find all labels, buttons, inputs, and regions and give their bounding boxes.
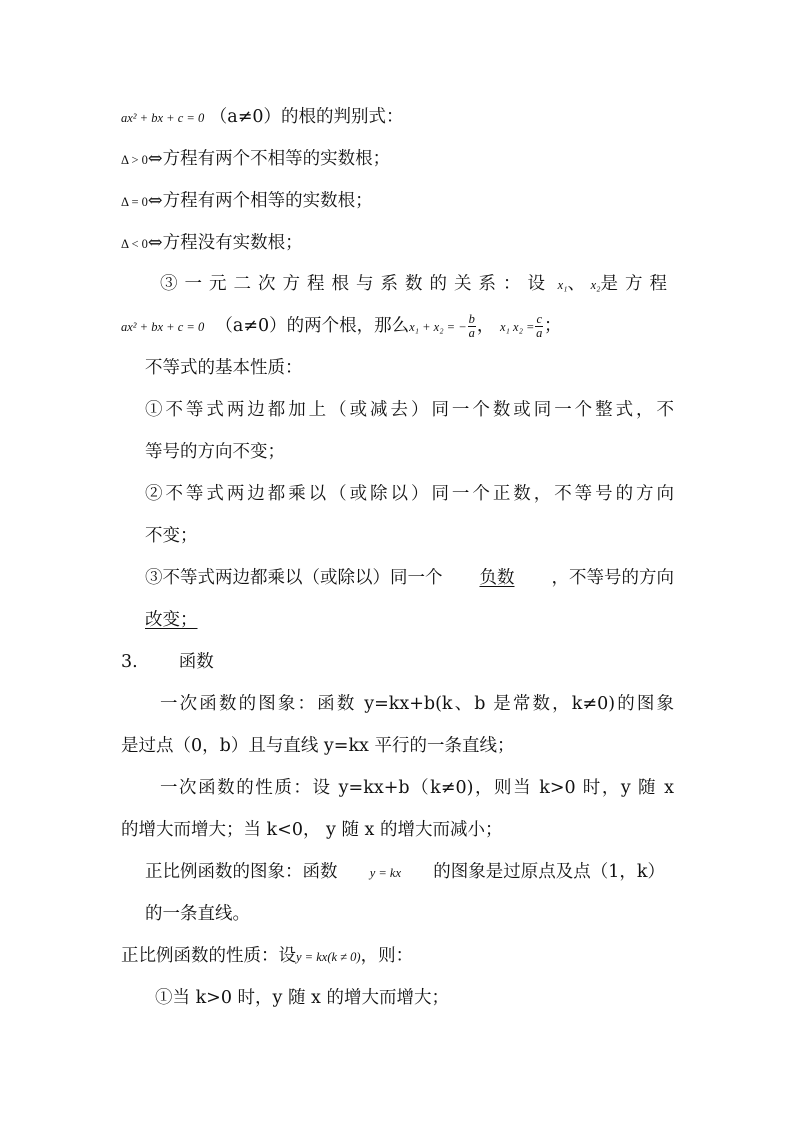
vieta-intro-text: ③一元二次方程根与系数的关系：设 bbox=[160, 274, 552, 294]
proportional-equation: y = kx bbox=[369, 866, 402, 880]
vieta-intro-line bbox=[160, 272, 674, 297]
inequality-rule-1: ①不等式两边都加上（或减去）同一个数或同一个整式，不 bbox=[145, 400, 674, 420]
delta-positive-line bbox=[121, 147, 390, 172]
discriminant-line bbox=[121, 105, 404, 130]
inequality-rule-1-cont: 等号的方向不变； bbox=[145, 442, 285, 462]
proportional-graph-end: 的图象是过原点及点（1，k） bbox=[433, 862, 665, 882]
root-x1: x₁ bbox=[557, 278, 568, 292]
inequality-heading: 不等式的基本性质： bbox=[145, 358, 303, 378]
proportional-graph bbox=[145, 860, 665, 885]
sum-of-roots: x₁ + x₂ = − bbox=[409, 320, 467, 334]
negative-number: 负数 bbox=[479, 568, 515, 588]
proportional-graph-cont: 的一条直线。 bbox=[145, 904, 250, 924]
section-title: 函数 bbox=[178, 652, 214, 672]
rule-3-end: ，不等号的方向 bbox=[551, 568, 674, 588]
linear-function-graph: 一次函数的图象：函数 y=kx+b(k、b 是常数，k≠0)的图象 bbox=[160, 694, 674, 714]
quadratic-equation: ax² + bx + c = 0 bbox=[121, 111, 205, 125]
section-heading bbox=[121, 650, 214, 674]
fraction-c-over-a bbox=[535, 313, 543, 340]
numerator-c: c bbox=[536, 312, 543, 326]
product-of-roots: x₁ x₂ = bbox=[500, 320, 535, 334]
delta-eq-text: ⇔方程有两个相等的实数根； bbox=[147, 191, 373, 211]
root-x2: x₂ bbox=[590, 278, 601, 292]
proportional-property bbox=[121, 944, 413, 969]
proportional-property-end: ，则： bbox=[360, 946, 414, 966]
rule-3-text: ③不等式两边都乘以（或除以）同一个 bbox=[145, 568, 443, 588]
inequality-rule-3 bbox=[145, 566, 674, 590]
inequality-rule-3-cont bbox=[145, 608, 198, 632]
vieta-text: （a≠0）的两个根，那么 bbox=[215, 316, 410, 336]
section-number: 3. bbox=[121, 652, 138, 672]
inequality-rule-2-cont: 不变； bbox=[145, 526, 198, 546]
delta-lt-zero: Δ < 0 bbox=[121, 237, 148, 251]
change-text: 改变； bbox=[145, 610, 198, 630]
comma: ， bbox=[476, 316, 495, 336]
linear-function-graph-cont: 是过点（0，b）且与直线 y=kx 平行的一条直线； bbox=[121, 736, 515, 756]
proportional-property-text: 正比例函数的性质：设 bbox=[121, 946, 296, 966]
separator: 、 bbox=[567, 274, 585, 294]
proportional-property-1: ①当 k>0 时，y 随 x 的增大而增大； bbox=[155, 988, 449, 1008]
delta-gt-zero: Δ > 0 bbox=[121, 153, 148, 167]
delta-lt-text: ⇔方程没有实数根； bbox=[147, 233, 303, 253]
delta-eq-zero: Δ = 0 bbox=[121, 195, 148, 209]
semicolon: ； bbox=[544, 316, 562, 336]
linear-function-property: 一次函数的性质：设 y=kx+b（k≠0)，则当 k>0 时，y 随 x bbox=[160, 778, 674, 798]
vieta-formula-line bbox=[121, 313, 562, 340]
denominator-a: a bbox=[468, 326, 475, 340]
delta-negative-line bbox=[121, 231, 303, 256]
discriminant-text: （a≠0）的根的判别式： bbox=[209, 107, 404, 127]
proportional-graph-text: 正比例函数的图象：函数 bbox=[145, 862, 338, 882]
fraction-b-over-a bbox=[468, 313, 476, 340]
inequality-rule-2: ②不等式两边都乘以（或除以）同一个正数，不等号的方向 bbox=[145, 484, 674, 504]
denominator-a: a bbox=[536, 326, 543, 340]
vieta-intro-end: 是方程 bbox=[600, 274, 674, 294]
numerator-b: b bbox=[468, 312, 475, 326]
delta-gt-text: ⇔方程有两个不相等的实数根； bbox=[147, 149, 391, 169]
quadratic-equation: ax² + bx + c = 0 bbox=[121, 320, 205, 334]
delta-zero-line bbox=[121, 189, 373, 214]
proportional-condition: y = kx(k ≠ 0) bbox=[296, 950, 361, 964]
linear-function-property-cont: 的增大而增大；当 k<0， y 随 x 的增大而减小； bbox=[121, 820, 503, 840]
